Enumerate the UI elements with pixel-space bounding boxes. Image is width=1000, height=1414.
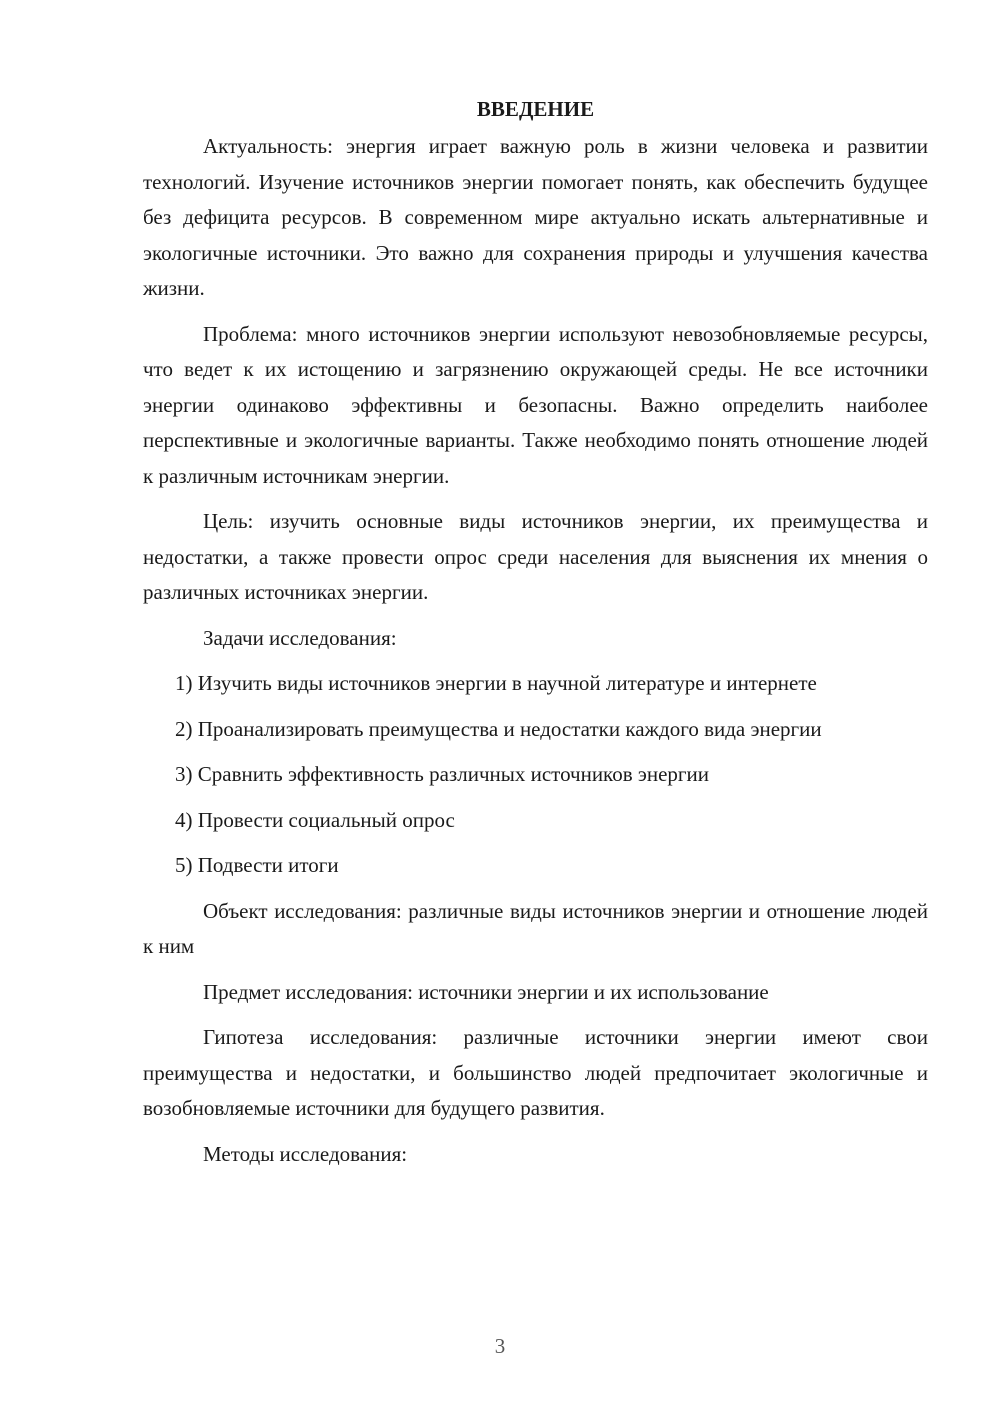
task-item: 3) Сравнить эффективность различных источников энергии xyxy=(175,762,710,786)
document-page xyxy=(143,92,928,1182)
paragraph-problem: Проблема: много источников энергии используют невозобновляемые ресурсы, что ведет к их истощению и загрязнению окружающей среды. Не все источники энергии одинаково эффективны и безопасны. Важно определить наиболее перспективные и экологичные варианты. Также необходимо понять отношение людей к различным источникам энергии. xyxy=(143,321,928,488)
task-item: 1) Изучить виды источников энергии в научной литературе и интернете xyxy=(175,671,817,695)
page-number: 3 xyxy=(494,1334,506,1358)
paragraph-object: Объект исследования: различные виды источников энергии и отношение людей к ним xyxy=(143,898,928,958)
paragraph-hypothesis: Гипотеза исследования: различные источники энергии имеют свои преимущества и недостатки, и большинство людей предпочитает экологичные и возобновляемые источники для будущего развития. xyxy=(143,1025,928,1120)
tasks-heading: Задачи исследования: xyxy=(203,625,397,650)
page-title: ВВЕДЕНИЕ xyxy=(476,97,595,121)
paragraph-methods: Методы исследования: xyxy=(203,1141,408,1166)
paragraph-subject: Предмет исследования: источники энергии и их использование xyxy=(203,979,769,1004)
paragraph-goal: Цель: изучить основные виды источников энергии, их преимущества и недостатки, а также провести опрос среди населения для выяснения их мнения о различных источниках энергии. xyxy=(143,509,928,604)
task-item: 5) Подвести итоги xyxy=(175,853,339,877)
task-item: 4) Провести социальный опрос xyxy=(175,807,455,832)
task-item: 2) Проанализировать преимущества и недостатки каждого вида энергии xyxy=(175,716,822,741)
paragraph-relevance: Актуальность: энергия играет важную роль в жизни человека и развитии технологий. Изучение источников энергии помогает понять, как обеспечить будущее без дефицита ресурсов. В современном мире актуально искать альтернативные и экологичные источники. Это важно для сохранения природы и улучшения качества жизни. xyxy=(143,134,928,300)
